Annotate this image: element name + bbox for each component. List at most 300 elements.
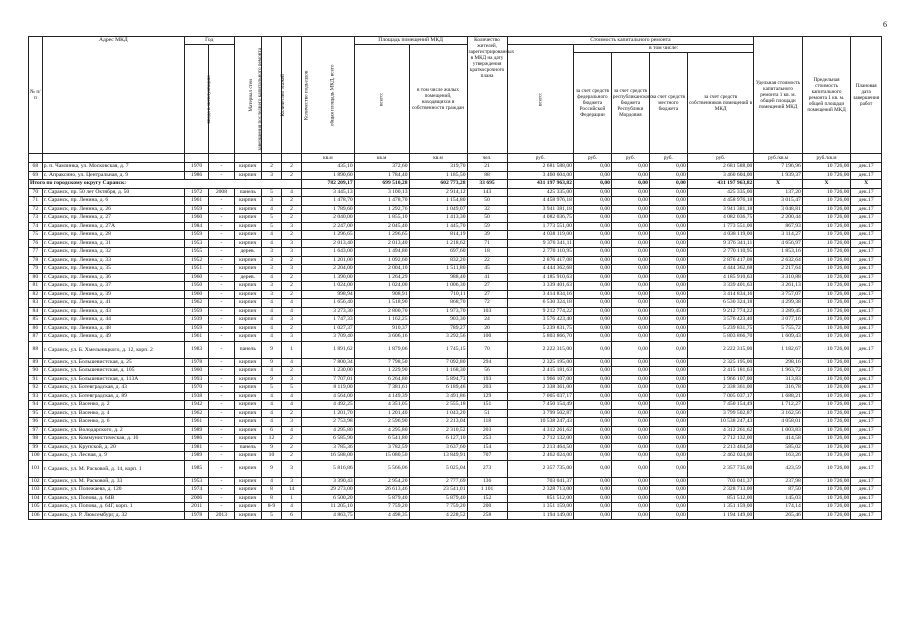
cell-address: г. Саранск, пр. Ленина, д. 33: [42, 256, 184, 265]
cell-entrances: 3: [281, 239, 301, 248]
cell-fund-local: 0,00: [649, 163, 687, 172]
cell-entrances: 3: [281, 375, 301, 384]
cell-area-residents: 903,30: [409, 316, 467, 325]
cell-limit-cost: 10 726,00: [802, 290, 850, 299]
table-row: [29, 171, 882, 180]
cell-floors: 5: [261, 222, 281, 231]
cell-plan-date: дек.17: [851, 358, 882, 367]
cell-residents: 193: [467, 375, 507, 384]
cell-fund-local: 0,00: [649, 239, 687, 248]
cell-area-all: 2 045,40: [354, 222, 409, 231]
cell-row-num: 91: [29, 375, 43, 384]
cell-floors: 10: [261, 452, 281, 461]
unit-cell: [851, 154, 882, 163]
cell-area-all: 1 784,40: [354, 171, 409, 180]
cell-total-area: 3 273,30: [302, 307, 355, 316]
total-unit-cost: Х: [754, 180, 802, 189]
cell-address: г. Саранск, пр. Ленина, д. 31: [42, 239, 184, 248]
cell-address: г. Саранск, ул. Володарского, д. 2: [42, 426, 184, 435]
cell-cost-all: 2 876 417,08: [507, 256, 573, 265]
total-label: Итого по городскому округу Саранск:: [29, 180, 302, 189]
cell-year-commission: 1951: [185, 265, 209, 274]
cell-fund-local: 0,00: [649, 316, 687, 325]
cell-floors: 8: [261, 494, 281, 503]
cell-floors: 6: [261, 426, 281, 435]
cell-plan-date: дек.17: [851, 401, 882, 410]
cell-fund-owners: 2 325 195,00: [687, 358, 753, 367]
cell-area-residents: 832,20: [409, 256, 467, 265]
cell-residents: 56: [467, 367, 507, 376]
cell-wall-material: кирпич: [234, 265, 261, 274]
cell-year-last-repair: -: [209, 265, 234, 274]
cell-year-commission: 1986: [185, 435, 209, 444]
cell-area-all: 7 798,50: [354, 358, 409, 367]
cell-address: г. Саранск, пр. Ленина, д. 49: [42, 333, 184, 342]
cell-residents: 152: [467, 494, 507, 503]
cell-area-residents: 1 511,80: [409, 265, 467, 274]
cell-wall-material: панель: [234, 188, 261, 197]
cell-fund-republic: 0,00: [611, 367, 649, 376]
cell-unit-cost: 867,93: [754, 222, 802, 231]
cell-plan-date: дек.17: [851, 214, 882, 223]
cell-plan-date: дек.17: [851, 367, 882, 376]
cell-year-last-repair: -: [209, 341, 234, 358]
cell-fund-federal: 0,00: [573, 511, 611, 520]
unit-cell: чел.: [467, 154, 507, 163]
cell-address: г. Саранск, пр. Ленина, д. 6: [42, 197, 184, 206]
cell-residents: 273: [467, 460, 507, 477]
total-area-residents: 602 773,28: [409, 180, 467, 189]
cell-entrances: 5: [281, 384, 301, 393]
cell-entrances: 1: [281, 341, 301, 358]
total-area-all: 699 510,28: [354, 180, 409, 189]
cell-fund-republic: 0,00: [611, 486, 649, 495]
cell-row-num: 101: [29, 460, 43, 477]
cell-residents: 71: [467, 239, 507, 248]
cell-cost-all: 1 194 149,00: [507, 511, 573, 520]
cell-row-num: 80: [29, 273, 43, 282]
cell-area-residents: 6 189,46: [409, 384, 467, 393]
cell-address: г. Саранск, пр. Ленина, д. 35: [42, 265, 184, 274]
table-row: [29, 477, 882, 486]
cell-area-all: 1 024,00: [354, 282, 409, 291]
cell-wall-material: кирпич: [234, 460, 261, 477]
cell-residents: 200: [467, 503, 507, 512]
units-row: [29, 154, 882, 163]
cell-area-residents: 7 759,20: [409, 503, 467, 512]
cell-unit-cost: 3 114,27: [754, 231, 802, 240]
cell-year-last-repair: -: [209, 163, 234, 172]
unit-cell: [281, 154, 301, 163]
unit-cell: руб./кв.м: [754, 154, 802, 163]
cell-address: г. Саранск, пр. Ленина, д. 28: [42, 231, 184, 240]
cell-year-last-repair: -: [209, 256, 234, 265]
cell-cost-all: 4 038 119,00: [507, 231, 573, 240]
cell-entrances: 2: [281, 367, 301, 376]
cell-address: г. Саранск, ул. Полежаева, д. 120: [42, 486, 184, 495]
cell-residents: 203: [467, 426, 507, 435]
cell-fund-local: 0,00: [649, 392, 687, 401]
cell-row-num: 75: [29, 231, 43, 240]
cell-area-all: 1 201,40: [354, 409, 409, 418]
cell-address: г. Саранск, ул. Большевистская, д. 105: [42, 367, 184, 376]
cell-fund-local: 0,00: [649, 401, 687, 410]
cell-plan-date: дек.17: [851, 460, 882, 477]
cell-address: г. Саранск, ул. Васенко, д. 4: [42, 409, 184, 418]
cell-unit-cost: 1 963,72: [754, 367, 802, 376]
cell-unit-cost: 316,78: [754, 384, 802, 393]
cell-total-area: 2 013,40: [302, 239, 355, 248]
cell-fund-federal: 0,00: [573, 248, 611, 257]
cell-fund-owners: 3 799 502,87: [687, 409, 753, 418]
cell-area-residents: 988,40: [409, 273, 467, 282]
cell-wall-material: кирпич: [234, 239, 261, 248]
cell-plan-date: дек.17: [851, 486, 882, 495]
cell-limit-cost: 10 726,00: [802, 316, 850, 325]
cell-entrances: 4: [281, 299, 301, 308]
cell-plan-date: дек.17: [851, 375, 882, 384]
cell-fund-federal: 0,00: [573, 256, 611, 265]
cell-area-all: 372,60: [354, 163, 409, 172]
cell-limit-cost: 10 726,00: [802, 197, 850, 206]
cell-cost-all: 2 338 361,00: [507, 384, 573, 393]
cell-year-commission: 1978: [185, 511, 209, 520]
cell-row-num: 105: [29, 503, 43, 512]
header-total-area: общая площадь МКД, всего: [302, 37, 355, 154]
cell-fund-local: 0,00: [649, 494, 687, 503]
cell-total-area: 1 747,33: [302, 316, 355, 325]
table-row: [29, 265, 882, 274]
cell-entrances: 2: [281, 163, 301, 172]
cell-row-num: 103: [29, 486, 43, 495]
cell-unit-cost: 237,98: [754, 477, 802, 486]
cell-limit-cost: 10 726,00: [802, 214, 850, 223]
cell-row-num: 95: [29, 409, 43, 418]
cell-plan-date: дек.17: [851, 256, 882, 265]
cell-row-num: 81: [29, 282, 43, 291]
cell-row-num: 78: [29, 256, 43, 265]
unit-cell: руб./кв.м: [802, 154, 850, 163]
cell-fund-federal: 0,00: [573, 290, 611, 299]
cell-cost-all: 6 530 324,18: [507, 299, 573, 308]
cell-area-all: 1 229,90: [354, 367, 409, 376]
cell-fund-local: 0,00: [649, 205, 687, 214]
cell-plan-date: дек.17: [851, 290, 882, 299]
unit-cell: [234, 154, 261, 163]
cell-year-last-repair: -: [209, 375, 234, 384]
cell-fund-federal: 0,00: [573, 239, 611, 248]
cell-residents: 39: [467, 231, 507, 240]
cell-year-commission: 1961: [185, 333, 209, 342]
header-including: в том числе:: [573, 45, 753, 53]
cell-floors: 4: [261, 333, 281, 342]
cell-plan-date: дек.17: [851, 307, 882, 316]
cell-year-last-repair: -: [209, 384, 234, 393]
cell-entrances: 4: [281, 358, 301, 367]
cell-year-commission: 1950: [185, 282, 209, 291]
cell-plan-date: дек.17: [851, 384, 882, 393]
cell-residents: 129: [467, 392, 507, 401]
cell-total-area: 1 296,65: [302, 231, 355, 240]
cell-cost-all: 2 213 464,50: [507, 443, 573, 452]
cell-area-all: 1 518,90: [354, 299, 409, 308]
cell-area-all: 2 004,10: [354, 265, 409, 274]
cell-year-commission: 1953: [185, 477, 209, 486]
cell-unit-cost: 3 289,45: [754, 307, 802, 316]
cell-entrances: 3: [281, 477, 301, 486]
table-row: [29, 222, 882, 231]
table-row: [29, 418, 882, 427]
cell-fund-republic: 0,00: [611, 443, 649, 452]
cell-row-num: 86: [29, 324, 43, 333]
cell-wall-material: кирпич: [234, 231, 261, 240]
cell-entrances: 3: [281, 460, 301, 477]
cell-fund-republic: 0,00: [611, 426, 649, 435]
cell-fund-local: 0,00: [649, 214, 687, 223]
cell-wall-material: кирпич: [234, 401, 261, 410]
cell-plan-date: дек.17: [851, 299, 882, 308]
cell-fund-local: 0,00: [649, 426, 687, 435]
cell-fund-owners: 2 357 735,00: [687, 460, 753, 477]
cell-area-all: 6 541,80: [354, 435, 409, 444]
cell-year-commission: 1961: [185, 418, 209, 427]
cell-area-all: 4 351,05: [354, 401, 409, 410]
cell-plan-date: дек.17: [851, 163, 882, 172]
cell-area-all: 1 855,10: [354, 214, 409, 223]
cell-floors: 4: [261, 367, 281, 376]
cell-wall-material: кирпич: [234, 384, 261, 393]
cell-fund-federal: 0,00: [573, 341, 611, 358]
cell-row-num: 89: [29, 358, 43, 367]
cell-fund-republic: 0,00: [611, 409, 649, 418]
cell-area-residents: 1 745,15: [409, 341, 467, 358]
cell-wall-material: кирпич: [234, 503, 261, 512]
unit-cell: руб.: [507, 154, 573, 163]
cell-year-commission: 1978: [185, 358, 209, 367]
cell-entrances: 4: [281, 307, 301, 316]
cell-total-area: 6 500,20: [302, 494, 355, 503]
cell-address: г. Саранск, пр. Ленина, д. 27: [42, 214, 184, 223]
cell-residents: 59: [467, 222, 507, 231]
cell-floors: 3: [261, 265, 281, 274]
cell-wall-material: кирпич: [234, 375, 261, 384]
cell-fund-local: 0,00: [649, 290, 687, 299]
cell-year-last-repair: -: [209, 443, 234, 452]
cell-area-residents: 1 445,70: [409, 222, 467, 231]
cell-cost-all: 851 512,00: [507, 494, 573, 503]
cell-row-num: 70: [29, 188, 43, 197]
table-body-main: [29, 188, 882, 520]
cell-fund-local: 0,00: [649, 231, 687, 240]
cell-limit-cost: 10 726,00: [802, 324, 850, 333]
cell-residents: 294: [467, 358, 507, 367]
cell-year-commission: 1955: [185, 248, 209, 257]
cell-floors: 4: [261, 477, 281, 486]
unit-cell: [261, 154, 281, 163]
cell-fund-owners: 851 512,00: [687, 494, 753, 503]
cell-fund-local: 0,00: [649, 299, 687, 308]
cell-row-num: 92: [29, 384, 43, 393]
header-year-last-repair: завершения последнего капитального ремонта: [209, 45, 234, 154]
cell-year-last-repair: -: [209, 171, 234, 180]
cell-row-num: 79: [29, 265, 43, 274]
cell-fund-republic: 0,00: [611, 316, 649, 325]
cell-limit-cost: 10 726,00: [802, 299, 850, 308]
cell-fund-republic: 0,00: [611, 418, 649, 427]
cell-residents: 51: [467, 409, 507, 418]
cell-limit-cost: 10 726,00: [802, 256, 850, 265]
cell-row-num: 68: [29, 163, 43, 172]
cell-fund-owners: 2 681 588,00: [687, 163, 753, 172]
cell-address: г. Саранск, ул. Р. Люксембург, д. 32: [42, 511, 184, 520]
cell-floors: 5: [261, 214, 281, 223]
header-residents: Количество жителей, зарегистрированных в МКД на дату утверждения краткосрочного плана: [467, 37, 507, 154]
cell-fund-owners: 425 335,00: [687, 188, 753, 197]
table-row: [29, 307, 882, 316]
cell-row-num: 96: [29, 418, 43, 427]
cell-row-num: 90: [29, 367, 43, 376]
unit-cell: [209, 154, 234, 163]
cell-area-all: 2 800,70: [354, 307, 409, 316]
cell-year-last-repair: -: [209, 409, 234, 418]
cell-floors: 3: [261, 248, 281, 257]
header-year: Год: [185, 37, 235, 45]
cell-total-area: 3 445,13: [302, 188, 355, 197]
cell-area-residents: 1 413,30: [409, 214, 467, 223]
cell-entrances: 1: [281, 494, 301, 503]
cell-area-all: 4 149,39: [354, 392, 409, 401]
cell-fund-owners: 1 773 551,00: [687, 222, 753, 231]
cell-fund-owners: 2 213 464,50: [687, 443, 753, 452]
cell-total-area: 1 890,60: [302, 171, 355, 180]
cell-address: р. п. Чамзинка, ул. Московская, д. 7: [42, 163, 184, 172]
cell-fund-local: 0,00: [649, 384, 687, 393]
header-fund-federal: за счет средств федерального бюджета Российской Федерации: [573, 53, 611, 154]
cell-unit-cost: 1 609,43: [754, 333, 802, 342]
cell-plan-date: дек.17: [851, 171, 882, 180]
cell-floors: 4: [261, 205, 281, 214]
cell-cost-all: 4 082 036,75: [507, 214, 573, 223]
cell-fund-owners: 5 239 831,75: [687, 324, 753, 333]
total-row: [29, 180, 882, 189]
cell-residents: 154: [467, 443, 507, 452]
cell-year-last-repair: -: [209, 248, 234, 257]
cell-cost-all: 7 005 037,17: [507, 392, 573, 401]
table-row: [29, 214, 882, 223]
cell-fund-local: 0,00: [649, 477, 687, 486]
total-residents: 33 695: [467, 180, 507, 189]
cell-entrances: 2: [281, 290, 301, 299]
header-area-residents: в том числе жилых помещений, находящихся в собственности граждан: [409, 45, 467, 154]
cell-residents: 18: [467, 248, 507, 257]
cell-plan-date: дек.17: [851, 341, 882, 358]
total-plan-date: Х: [851, 180, 882, 189]
cell-year-last-repair: -: [209, 477, 234, 486]
cell-fund-federal: 0,00: [573, 477, 611, 486]
cell-limit-cost: 10 726,00: [802, 435, 850, 444]
header-fund-republic: за счет средств республиканского бюджета Республики Мордовия: [611, 53, 649, 154]
cell-cost-all: 4 458 976,18: [507, 197, 573, 206]
cell-year-last-repair: -: [209, 231, 234, 240]
cell-entrances: 2: [281, 171, 301, 180]
cell-fund-federal: 0,00: [573, 171, 611, 180]
cell-fund-owners: 10 538 247,43: [687, 418, 753, 427]
cell-fund-republic: 0,00: [611, 282, 649, 291]
cell-fund-local: 0,00: [649, 265, 687, 274]
cell-fund-local: 0,00: [649, 443, 687, 452]
cell-entrances: 4: [281, 426, 301, 435]
cell-total-area: 1 201,00: [302, 256, 355, 265]
cell-fund-federal: 0,00: [573, 401, 611, 410]
cell-year-last-repair: -: [209, 299, 234, 308]
cell-unit-cost: 1 939,37: [754, 171, 802, 180]
cell-floors: 9: [261, 375, 281, 384]
cell-area-residents: 2 777,69: [409, 477, 467, 486]
cell-fund-federal: 0,00: [573, 426, 611, 435]
table-row: [29, 231, 882, 240]
cell-limit-cost: 10 726,00: [802, 443, 850, 452]
cell-area-all: 3 100,13: [354, 188, 409, 197]
cell-fund-republic: 0,00: [611, 163, 649, 172]
cell-fund-local: 0,00: [649, 435, 687, 444]
cell-wall-material: кирпич: [234, 511, 261, 520]
cell-year-last-repair: -: [209, 205, 234, 214]
cell-fund-owners: 2 462 024,00: [687, 452, 753, 461]
cell-fund-federal: 0,00: [573, 316, 611, 325]
cell-plan-date: дек.17: [851, 494, 882, 503]
cell-fund-republic: 0,00: [611, 231, 649, 240]
cell-cost-all: 5 239 831,75: [507, 324, 573, 333]
table-row: [29, 290, 882, 299]
cell-residents: 70: [467, 341, 507, 358]
table-row: [29, 503, 882, 512]
cell-entrances: 2: [281, 205, 301, 214]
cell-total-area: 1 390,00: [302, 273, 355, 282]
header-cost-all: всего:: [507, 45, 573, 154]
cell-year-last-repair: -: [209, 460, 234, 477]
cell-plan-date: дек.17: [851, 324, 882, 333]
cell-floors: 9: [261, 443, 281, 452]
cell-fund-owners: 4 038 119,00: [687, 231, 753, 240]
table-row: [29, 375, 882, 384]
cell-row-num: 84: [29, 307, 43, 316]
cell-limit-cost: 10 726,00: [802, 486, 850, 495]
cell-residents: 100: [467, 333, 507, 342]
total-limit-cost: Х: [802, 180, 850, 189]
cell-fund-republic: 0,00: [611, 452, 649, 461]
cell-fund-owners: 3 339 401,63: [687, 282, 753, 291]
cell-address: г. Саранск, ул. Ботевградская, д. 43: [42, 384, 184, 393]
cell-entrances: 3: [281, 418, 301, 427]
cell-fund-owners: 2 415 181,63: [687, 367, 753, 376]
cell-cost-all: 4 185 910,63: [507, 273, 573, 282]
header-address: Адрес МКД: [42, 37, 184, 154]
cell-floors: 4: [261, 299, 281, 308]
unit-cell: руб.: [687, 154, 753, 163]
cell-year-last-repair: -: [209, 324, 234, 333]
cell-year-commission: 1972: [185, 188, 209, 197]
cell-year-last-repair: -: [209, 333, 234, 342]
cell-area-all: 1 092,60: [354, 256, 409, 265]
cell-address: г. Саранск, ул. Лесная, д. 9: [42, 452, 184, 461]
cell-fund-local: 0,00: [649, 333, 687, 342]
cell-area-residents: 4 228,52: [409, 511, 467, 520]
cell-unit-cost: 1 003,83: [754, 426, 802, 435]
cell-total-area: 1 643,00: [302, 248, 355, 257]
cell-unit-cost: 174,14: [754, 503, 802, 512]
cell-unit-cost: 4 299,38: [754, 299, 802, 308]
cell-limit-cost: 10 726,00: [802, 477, 850, 486]
